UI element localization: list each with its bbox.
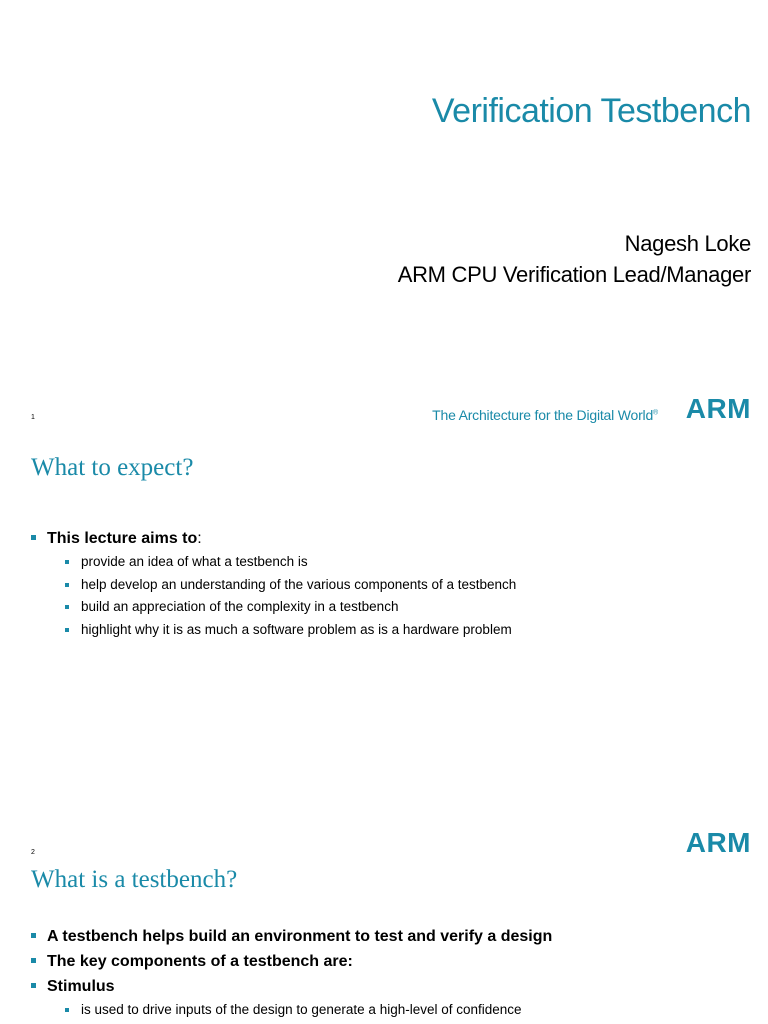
lead-colon: : [197, 530, 202, 547]
sub-item-text: is used to drive inputs of the design to generate a high-level of confidence [81, 1002, 522, 1017]
expectations-slide [0, 434, 768, 866]
bullet-icon [31, 535, 36, 540]
list-item [31, 526, 516, 641]
bullet-text: The key components of a testbench are: [47, 953, 353, 970]
bullet-text: Stimulus [47, 978, 115, 995]
sub-list-item [47, 999, 552, 1022]
sub-item-text: highlight why it is as much a software problem as is a hardware problem [81, 621, 512, 637]
page-number: 2 [31, 849, 35, 856]
page-number: 1 [31, 414, 35, 421]
sub-list-item [47, 574, 516, 597]
lead-text: This lecture aims to [47, 530, 198, 547]
bullet-list [31, 924, 552, 1022]
slide-title: What is a testbench? [31, 866, 238, 893]
list-item [31, 974, 552, 1022]
list-item [31, 924, 552, 949]
arm-logo: ARM [685, 827, 751, 858]
author-role: ARM CPU Verification Lead/Manager [397, 262, 751, 287]
bullet-icon [31, 933, 36, 938]
list-item [31, 949, 552, 974]
registered-mark: ® [653, 409, 658, 417]
bullet-text: A testbench helps build an environment to test and verify a design [47, 928, 553, 945]
bullet-icon [65, 583, 69, 587]
sub-list-item [47, 619, 516, 642]
sub-item-text: provide an idea of what a testbench is [81, 554, 308, 569]
arm-tagline [432, 407, 658, 423]
sub-list [47, 999, 552, 1022]
bullet-icon [65, 628, 69, 632]
bullet-icon [65, 605, 69, 609]
presentation-title: Verification Testbench [431, 92, 751, 130]
tagline-text: The Architecture for the Digital World [432, 407, 654, 423]
author-name: Nagesh Loke [624, 231, 751, 256]
sub-list-item [47, 551, 516, 574]
sub-list-item [47, 596, 516, 619]
bullet-list [31, 526, 516, 641]
sub-item-text: help develop an understanding of the various components of a testbench [81, 576, 517, 592]
bullet-icon [65, 560, 69, 564]
bullet-icon [65, 1008, 69, 1012]
author-block [398, 228, 751, 290]
slide-title: What to expect? [31, 454, 194, 481]
arm-logo: ARM [685, 393, 751, 424]
bullet-icon [31, 958, 36, 963]
sub-item-text: build an appreciation of the complexity in a testbench [81, 599, 399, 614]
sub-list [47, 551, 516, 641]
title-slide [0, 0, 768, 434]
bullet-icon [31, 983, 36, 988]
testbench-definition-slide [0, 866, 768, 1024]
